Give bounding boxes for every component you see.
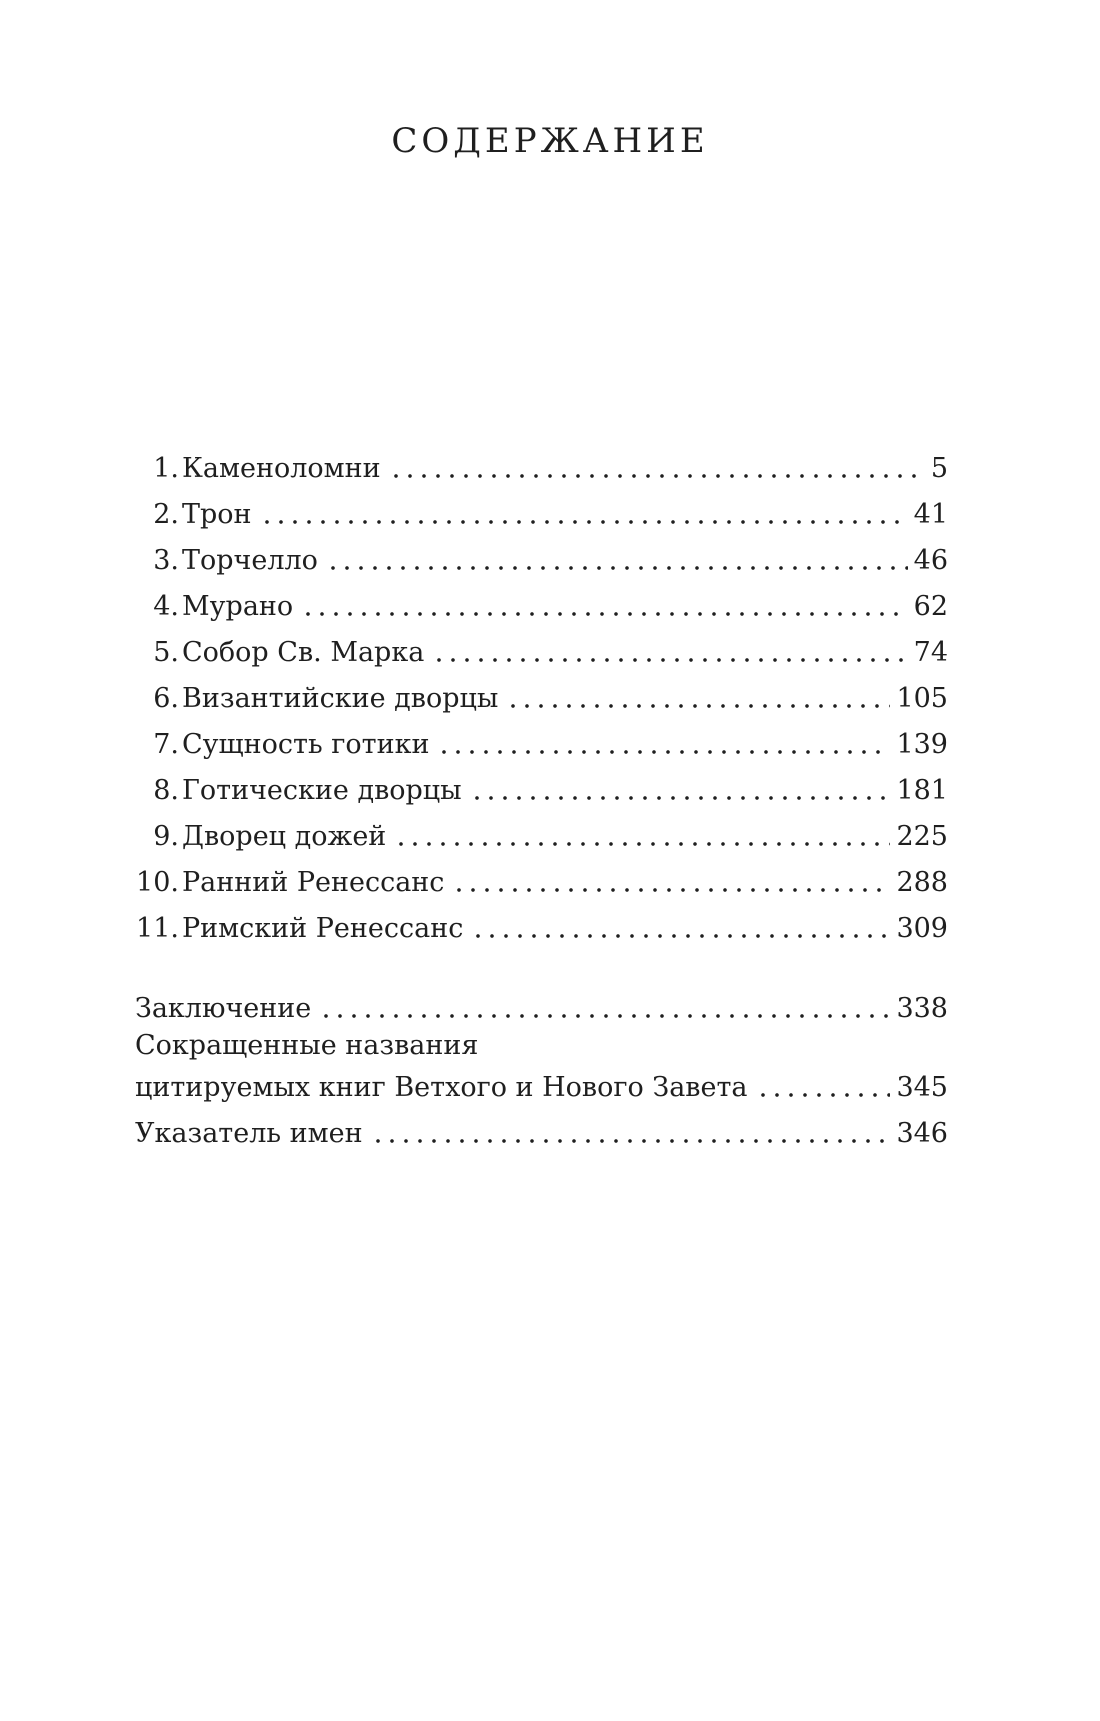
- chapter-number: 11.: [136, 913, 179, 944]
- page-number: 5: [930, 453, 948, 484]
- chapter-number: 4.: [153, 591, 179, 622]
- dot-leader: [319, 995, 890, 1019]
- toc-line: [182, 636, 948, 670]
- chapter-title: Сущность готики: [182, 729, 430, 760]
- section-title: Указатель имен: [135, 1118, 363, 1149]
- chapter-title: Дворец дожей: [182, 821, 387, 852]
- page-number: 288: [896, 867, 948, 898]
- chapter-number: 10.: [136, 867, 179, 898]
- chapter-number: 9.: [153, 821, 179, 852]
- page-number: 41: [913, 499, 948, 530]
- dot-leader: [506, 685, 890, 709]
- chapter-title: Римский Ренессанс: [182, 913, 464, 944]
- toc-line: [182, 590, 948, 624]
- dot-leader: [437, 731, 890, 755]
- toc-line: [182, 912, 948, 946]
- chapter-title: Трон: [182, 499, 252, 530]
- section-title: Заключение: [135, 993, 312, 1024]
- page-number: 345: [896, 1072, 948, 1103]
- chapter-number: 2.: [153, 499, 179, 530]
- dot-leader: [260, 501, 908, 525]
- chapter-number: 7.: [153, 729, 179, 760]
- dot-leader: [471, 915, 890, 939]
- toc-line: [135, 992, 948, 1026]
- page-number: 181: [896, 775, 948, 806]
- dot-leader: [470, 777, 891, 801]
- section-title-line-2: цитируемых книг Ветхого и Нового Завета: [135, 1072, 748, 1103]
- toc-line: [182, 682, 948, 716]
- page-number: 62: [913, 591, 948, 622]
- toc-line: [182, 820, 948, 854]
- chapter-title: Византийские дворцы: [182, 683, 499, 714]
- toc-line: [182, 452, 948, 486]
- page-number: 225: [896, 821, 948, 852]
- page-number: 139: [896, 729, 948, 760]
- page-number: 309: [896, 913, 948, 944]
- dot-leader: [756, 1074, 891, 1098]
- section-title-line-1: Сокращенные названия: [135, 1030, 479, 1061]
- toc-line: [182, 866, 948, 900]
- chapter-title: Готические дворцы: [182, 775, 462, 806]
- chapter-number: 1.: [153, 453, 179, 484]
- dot-leader: [371, 1120, 891, 1144]
- page-number: 46: [913, 545, 948, 576]
- toc-line: [182, 728, 948, 762]
- chapter-number: 6.: [153, 683, 179, 714]
- chapter-title: Ранний Ренессанс: [182, 867, 445, 898]
- page-number: 346: [896, 1118, 948, 1149]
- chapter-number: 5.: [153, 637, 179, 668]
- toc-line: [182, 498, 948, 532]
- page-title: СОДЕРЖАНИЕ: [391, 121, 709, 161]
- dot-leader: [301, 593, 907, 617]
- toc-line: [135, 1071, 948, 1105]
- table-of-contents: [135, 0, 948, 1721]
- dot-leader: [394, 823, 890, 847]
- dot-leader: [432, 639, 907, 663]
- toc-line: [135, 1117, 948, 1151]
- toc-line: [182, 774, 948, 808]
- chapter-title: Собор Св. Марка: [182, 637, 425, 668]
- page-number: 338: [896, 993, 948, 1024]
- dot-leader: [452, 869, 890, 893]
- chapter-title: Каменоломни: [182, 453, 381, 484]
- toc-line: [182, 544, 948, 578]
- chapter-title: Торчелло: [182, 545, 318, 576]
- chapter-title: Мурано: [182, 591, 294, 622]
- page-number: 74: [913, 637, 948, 668]
- page-number: 105: [896, 683, 948, 714]
- dot-leader: [389, 455, 925, 479]
- chapter-number: 8.: [153, 775, 179, 806]
- chapter-number: 3.: [153, 545, 179, 576]
- dot-leader: [326, 547, 908, 571]
